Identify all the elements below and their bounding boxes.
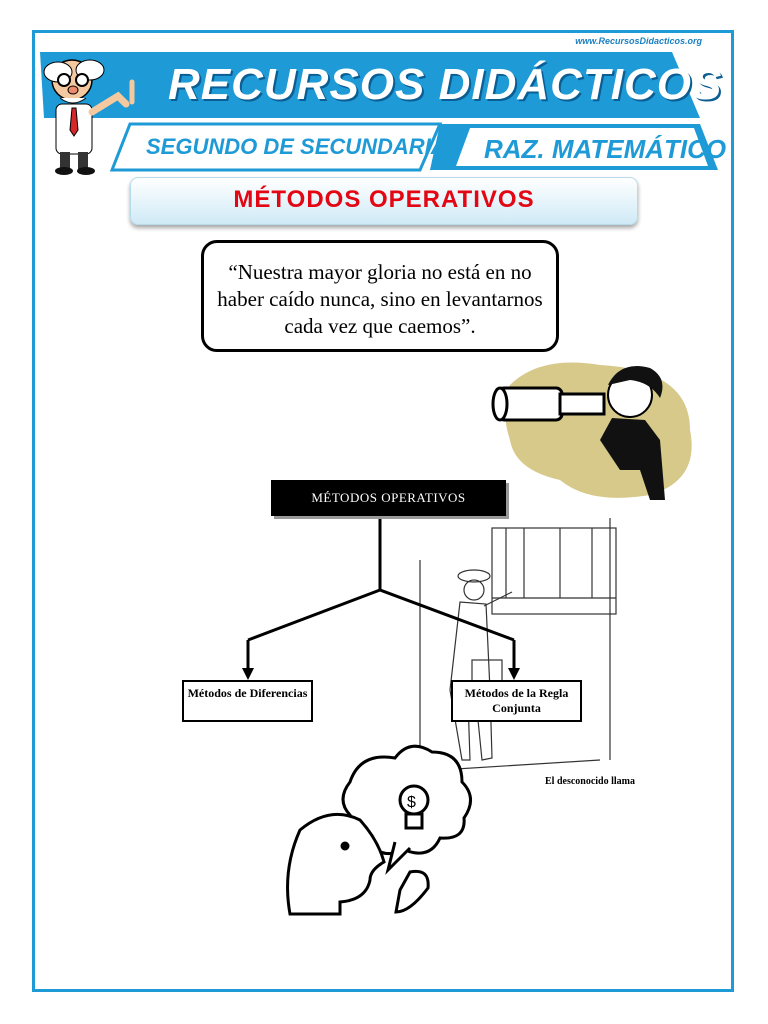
- arrow-left-icon: [242, 668, 254, 680]
- grade-label: SEGUNDO DE SECUNDARIA: [146, 134, 447, 159]
- brand-title: RECURSOS DIDÁCTICOS: [168, 60, 723, 109]
- scheme-branch-regla-conjunta: Métodos de la Regla Conjunta: [451, 680, 582, 722]
- scheme-connectors: [248, 516, 514, 672]
- section-title: MÉTODOS OPERATIVOS: [233, 186, 535, 213]
- scheme-root: MÉTODOS OPERATIVOS: [271, 480, 506, 516]
- scheme-branch-diferencias: Métodos de Diferencias: [182, 680, 313, 722]
- illustration-caption: El desconocido llama: [545, 776, 636, 787]
- man-at-window-illustration: [420, 518, 616, 770]
- quote-box: [201, 240, 559, 352]
- telescope-man-illustration: [493, 363, 692, 501]
- arrow-right-icon: [508, 668, 520, 680]
- thinking-man-illustration: [288, 746, 471, 914]
- site-url: www.RecursosDidacticos.org: [575, 36, 702, 46]
- svg-text:$: $: [407, 794, 416, 811]
- subject-label: RAZ. MATEMÁTICO: [484, 134, 727, 164]
- quote-text: “Nuestra mayor gloria no está en no haber caído nunca, sino en levantarnos cada vez que caemos”.: [217, 260, 543, 338]
- section-header: [130, 177, 638, 225]
